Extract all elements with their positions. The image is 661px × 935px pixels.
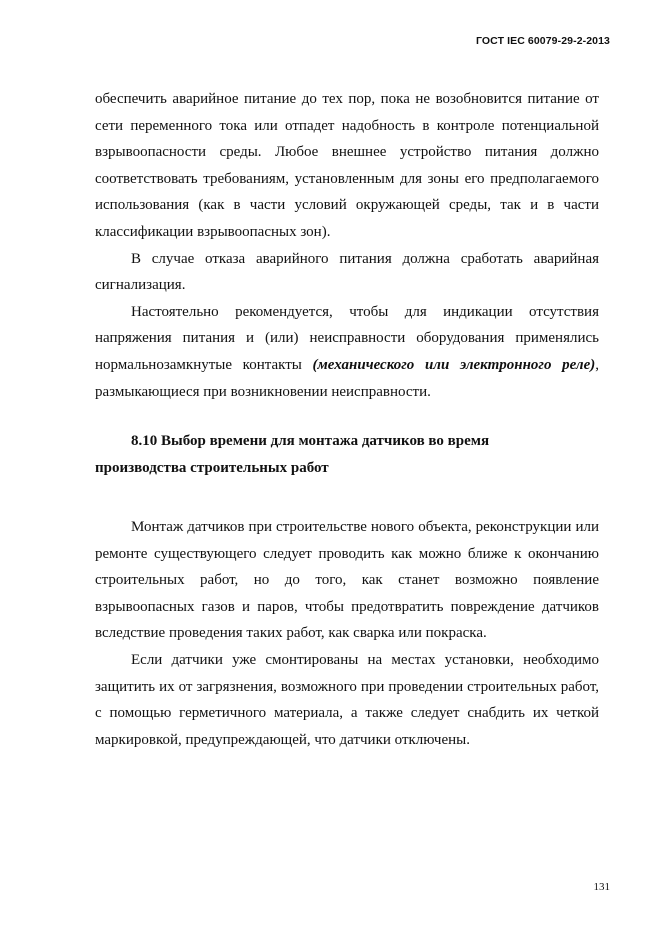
paragraph-contacts — [95, 299, 599, 405]
document-code-header: ГОСТ IEC 60079-29-2-2013 — [475, 35, 610, 47]
page-number: 131 — [593, 881, 610, 893]
text-block-installation — [95, 514, 599, 753]
contacts-text-end: , размыкающиеся при возникновении неисправности. — [95, 356, 599, 400]
section-heading-block — [95, 428, 599, 482]
paragraph-emergency-power: обеспечить аварийное питание до тех пор, пока не возобновится питание от сети переменного тока или отпадет надобность в контроле потенциальной взрывоопасности среды. Любое внешнее устройство питания должно соответствовать требованиям, установленным для зоны его предполагаемого использования (как в части условий окружающей среды, так и в части классификации взрывоопасных зон). — [95, 91, 599, 240]
section-heading-line-2: производства строительных работ — [95, 460, 329, 476]
paragraph-alarm: В случае отказа аварийного питания должна сработать аварийная сигнализация. — [95, 250, 599, 294]
contacts-text-start: Настоятельно рекомендуется, чтобы для индикации отсутствия напряжения питания и (или) неисправности оборудования применялись нормальнозамкнутые контакты — [95, 303, 599, 373]
section-heading — [95, 428, 599, 482]
text-block-emergency-power — [95, 86, 599, 405]
section-heading-line-1: 8.10 Выбор времени для монтажа датчиков во время — [131, 433, 490, 449]
contacts-emphasis: (механического или электронного реле) — [312, 356, 596, 373]
paragraph-sensor-protection: Если датчики уже смонтированы на местах установки, необходимо защитить их от загрязнения, возможного при проведении строительных работ, с помощью герметичного материала, а также следует снабдить их четкой маркировкой, предупреждающей, что датчики отключены. — [95, 651, 599, 748]
paragraph-installation-timing: Монтаж датчиков при строительстве нового объекта, реконструкции или ремонте существующего следует проводить как можно ближе к окончанию строительных работ, но до того, как станет возможно появление взрывоопасных газов и паров, чтобы предотвратить повреждение датчиков вследствие проведения таких работ, как сварка или покраска. — [95, 519, 599, 642]
